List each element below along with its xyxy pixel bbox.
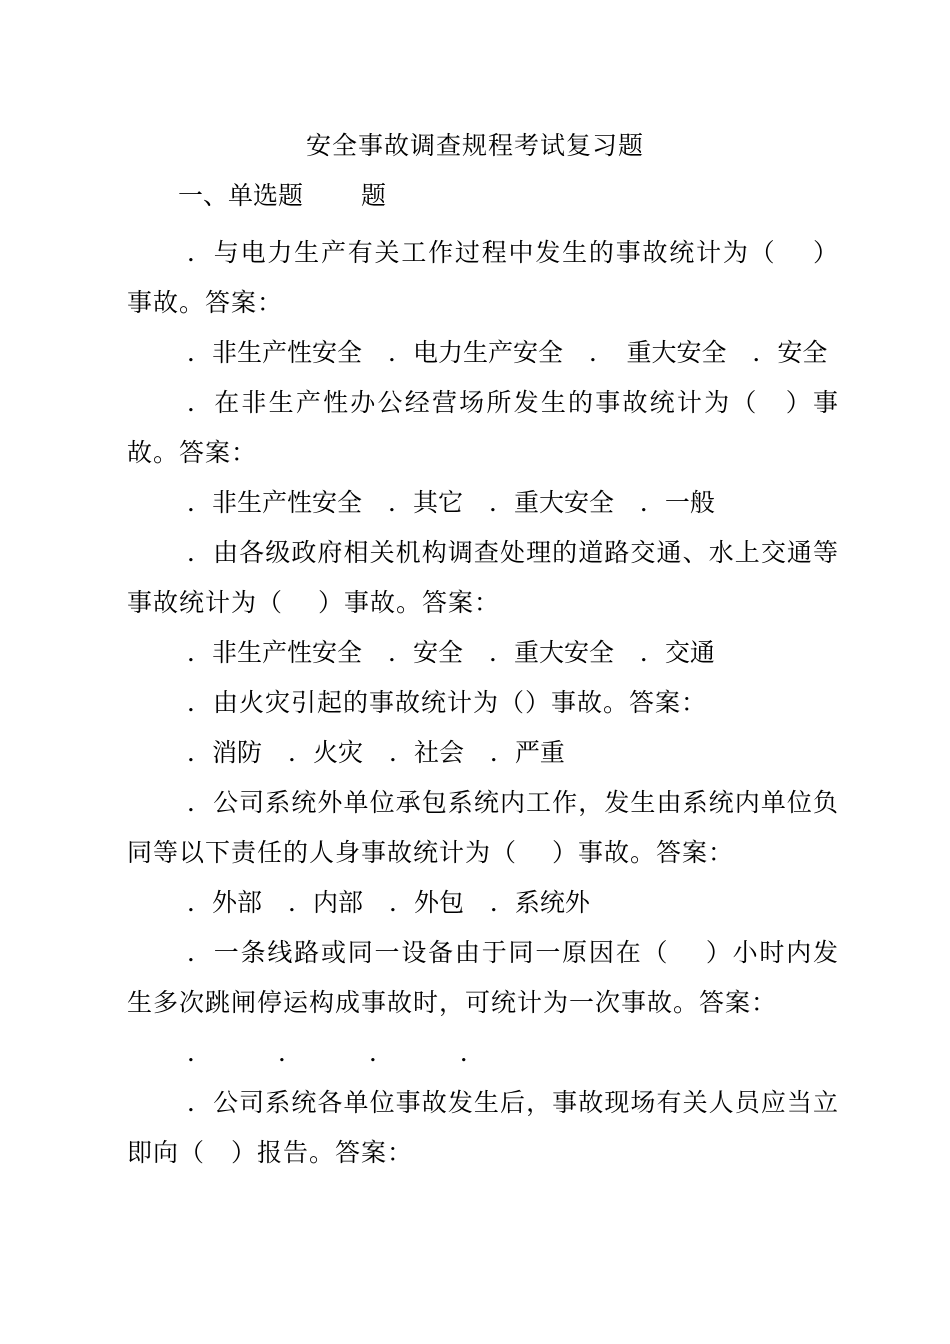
option-a: ．外部 xyxy=(187,888,263,917)
question-2-options xyxy=(127,478,839,528)
question-1: ．与电力生产有关工作过程中发生的事故统计为（ ）事故。答案： xyxy=(127,238,839,317)
option-d: ．安全 xyxy=(752,338,828,367)
question-3-options xyxy=(127,628,839,678)
question-6: ．一条线路或同一设备由于同一原因在（ ）小时内发生多次跳闸停运构成事故时，可统计为一次事故。答案： xyxy=(127,938,839,1017)
option-d: ． xyxy=(459,1038,485,1067)
option-b: ．火灾 xyxy=(287,738,363,767)
option-c: ．重大安全 xyxy=(488,488,614,517)
option-b: ．其它 xyxy=(387,488,463,517)
question-6-options xyxy=(127,1028,839,1078)
question-2: ．在非生产性办公经营场所发生的事故统计为（ ）事故。答案： xyxy=(127,388,839,467)
option-d: ．系统外 xyxy=(489,888,590,917)
option-a: ．消防 xyxy=(187,738,263,767)
option-c: ．社会 xyxy=(388,738,464,767)
question-7: ．公司系统各单位事故发生后，事故现场有关人员应当立即向（ ）报告。答案： xyxy=(127,1088,839,1167)
option-a: ．非生产性安全 xyxy=(187,488,363,517)
option-a: ．非生产性安全 xyxy=(187,338,363,367)
option-b: ． xyxy=(277,1038,303,1067)
option-b: ．安全 xyxy=(387,638,463,667)
section-suffix: 题 xyxy=(361,181,387,210)
question-5: ．公司系统外单位承包系统内工作，发生由系统内单位负同等以下责任的人身事故统计为（ ）事故。答案： xyxy=(127,788,839,867)
option-a: ．非生产性安全 xyxy=(187,638,363,667)
page-title: 安全事故调查规程考试复习题 xyxy=(305,131,644,160)
option-d: ．严重 xyxy=(489,738,565,767)
option-c: ． xyxy=(368,1038,394,1067)
question-3: ．由各级政府相关机构调查处理的道路交通、水上交通等事故统计为（ ）事故。答案： xyxy=(127,538,839,617)
option-c: ．重大安全 xyxy=(488,638,614,667)
option-a: ． xyxy=(187,1038,213,1067)
question-1-options xyxy=(127,328,839,378)
question-list xyxy=(127,228,839,1178)
question-4: ．由火灾引起的事故统计为（）事故。答案： xyxy=(187,688,708,717)
section-label: 一、单选题 xyxy=(178,181,304,210)
option-b: ．内部 xyxy=(287,888,363,917)
option-b: ．电力生产安全 xyxy=(387,338,563,367)
option-c: ．外包 xyxy=(388,888,464,917)
option-d: ．交通 xyxy=(639,638,715,667)
question-5-options xyxy=(127,878,839,928)
option-d: ．一般 xyxy=(639,488,715,517)
option-c: ． 重大安全 xyxy=(588,338,727,367)
question-4-options xyxy=(127,728,839,778)
section-heading xyxy=(178,178,386,214)
